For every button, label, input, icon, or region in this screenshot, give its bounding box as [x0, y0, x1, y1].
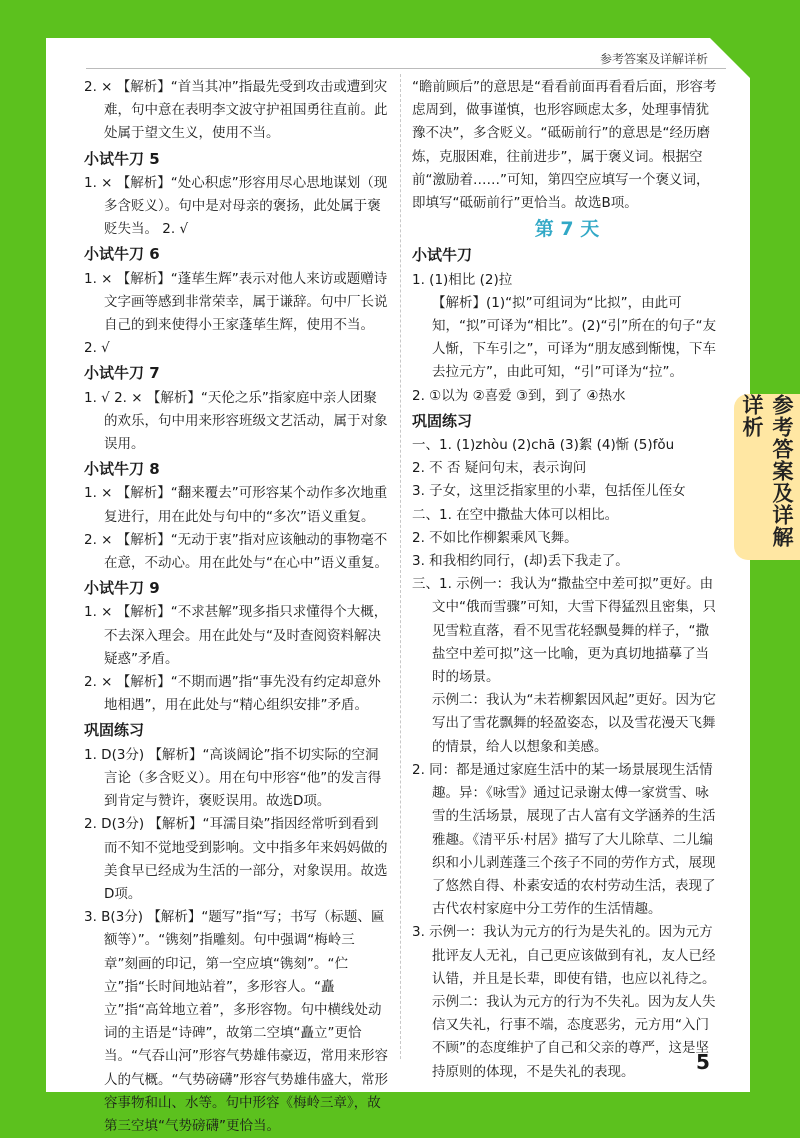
page-header: 参考答案及详解详析: [600, 52, 709, 66]
left-column: [84, 76, 388, 1138]
answer-paragraph: 一、1. (1)zhòu (2)chā (3)絮 (4)惭 (5)fǒu: [412, 437, 675, 454]
answer-paragraph: 示例二：我认为元方的行为不失礼。因为友人失信又失礼，行事不端，态度恶劣，元方用“入门不顾”的态度维护了自己和父亲的尊严，这是坚持原则的体现，不是失礼的表现。: [432, 993, 716, 1080]
answer-paragraph: 2. ①以为 ②喜爱 ③到，到了 ④热水: [412, 387, 626, 404]
answer-paragraph: 2. 不如比作柳絮乘风飞舞。: [412, 529, 578, 546]
answer-paragraph: 示例二：我认为“未若柳絮因风起”更好。因为它写出了雪花飘舞的轻盈姿态，以及雪花漫天飞舞的情景，给人以想象和美感。: [432, 692, 716, 755]
right-column: [412, 76, 722, 1084]
answer-paragraph: 3. B(3分) 【解析】“题写”指“写；书写（标题、匾额等）”。“镌刻”指雕刻。句中强调“梅岭三章”刻画的印记，第一空应填“镌刻”。“伫立”指“长时间地站着”，多形容人。“矗立”指“高耸地立着”，多形容物。句中横线处动词的主语是“诗碑”，故第二空填“矗立”更恰当。“气吞山河”形容气势雄伟豪迈，常用来形容人的气概。“气势磅礴”形容气势雄伟盛大，常形容事物和山、水等。句中形容《梅岭三章》，故第三空填“气势磅礴”更恰当。: [84, 909, 388, 1134]
day-title: 第 7 天: [534, 218, 600, 241]
header-rule: [86, 68, 726, 69]
section-heading: 小试牛刀 8: [84, 460, 160, 479]
answer-paragraph: 2. √: [84, 340, 110, 357]
answer-paragraph: 1. × 【解析】“处心积虑”形容用尽心思地谋划（现多含贬义）。句中是对母亲的褒扬，此处属于褒贬失当。 2. √: [84, 174, 388, 238]
page-number: 5: [696, 1050, 710, 1074]
answer-paragraph: 3. 子女，这里泛指家里的小辈，包括侄儿侄女: [412, 483, 686, 500]
section-heading: 小试牛刀 6: [84, 245, 160, 264]
section-heading: 小试牛刀: [412, 246, 473, 265]
answer-paragraph: 2. × 【解析】“无动于衷”指对应该触动的事物毫不在意，不动心。用在此处与“在心中”语义重复。: [84, 531, 388, 572]
answer-paragraph: 1. × 【解析】“翻来覆去”可形容某个动作多次地重复进行，用在此处与句中的“多次”语义重复。: [84, 485, 388, 525]
answer-paragraph: 3. 示例一：我认为元方的行为是失礼的。因为元方批评友人无礼，自己更应该做到有礼，友人已经认错，并且是长辈，即使有错，也应以礼待之。: [412, 924, 716, 987]
side-tab-label: 参考答案及详解详析: [740, 394, 794, 548]
section-heading: 巩固练习: [84, 721, 145, 740]
answer-paragraph: 3. 和我相约同行，(却)丢下我走了。: [412, 553, 629, 570]
answer-paragraph: 2. 不 否 疑问句末，表示询问: [412, 460, 587, 477]
section-heading: 小试牛刀 9: [84, 579, 160, 598]
page-corner-fold: [710, 38, 750, 78]
answer-paragraph: 2. D(3分) 【解析】“耳濡目染”指因经常听到看到而不知不觉地受到影响。文中指多年来妈妈做的美食早已经成为生活的一部分，对象误用。故选D项。: [84, 816, 388, 902]
answer-paragraph: 1. × 【解析】“蓬荜生辉”表示对他人来访或题赠诗文字画等感到非常荣幸，属于谦辞。句中厂长说自己的到来使得小王家蓬荜生辉，使用不当。: [84, 270, 388, 334]
answer-paragraph: 二、1. 在空中撒盐大体可以相比。: [412, 506, 619, 523]
section-heading: 巩固练习: [412, 411, 473, 430]
answer-paragraph: 1. (1)相比 (2)拉: [412, 271, 513, 288]
section-heading: 小试牛刀 5: [84, 149, 160, 168]
answer-paragraph: “瞻前顾后”的意思是“看看前面再看看后面，形容考虑周到，做事谨慎，也形容顾虑太多，处理事情犹豫不决”，多含贬义。“砥砺前行”的意思是“经历磨炼，克服困难，往前进步”，属于褒义词。根据空前“激励着……”可知，第四空应填写一个褒义词，即填写“砥砺前行”更恰当。故选B项。: [412, 79, 717, 212]
answer-paragraph: 【解析】(1)“拟”可组词为“比拟”，由此可知，“拟”可译为“相比”。(2)“引”所在的句子“友人惭，下车引之”，可译为“朋友感到惭愧，下车去拉元方”，由此可知，“引”可译为“拉”。: [432, 294, 717, 381]
answer-paragraph: 2. 同：都是通过家庭生活中的某一场景展现生活情趣。异：《咏雪》通过记录谢太傅一家赏雪、咏雪的生活场景，展现了古人富有文学涵养的生活雅趣。《清平乐·村居》描写了大儿除草、二儿编织和小儿剥莲蓬三个孩子不同的劳作方式，展现了悠然自得、朴素安适的农村劳动生活，表现了古代农村家庭中分工劳作的生活情趣。: [412, 761, 716, 918]
answer-paragraph: 1. × 【解析】“不求甚解”现多指只求懂得个大概，不去深入理会。用在此处与“及时查阅资料解决疑惑”矛盾。: [84, 604, 388, 667]
answer-paragraph: 2. × 【解析】“不期而遇”指“事先没有约定却意外地相遇”，用在此处与“精心组织安排”矛盾。: [84, 674, 381, 714]
answer-paragraph: 三、1. 示例一：我认为“撒盐空中差可拟”更好。由文中“俄而雪骤”可知，大雪下得猛烈且密集，只见雪粒直落，看不见雪花轻飘曼舞的样子，“撒盐空中差可拟”这一比喻，更为真切地描摹了当时的场景。: [412, 576, 716, 686]
column-divider: [400, 74, 401, 1059]
answer-paragraph: 1. D(3分) 【解析】“高谈阔论”指不切实际的空洞言论（多含贬义）。用在句中形容“他”的发言得到肯定与赞许，褒贬误用。故选D项。: [84, 746, 382, 810]
section-heading: 小试牛刀 7: [84, 364, 160, 383]
answer-paragraph: 2. × 【解析】“首当其冲”指最先受到攻击或遭到灾难，句中意在表明李文波守护祖国勇往直前。此处属于望文生义，使用不当。: [84, 79, 388, 142]
answer-paragraph: 1. √ 2. × 【解析】“天伦之乐”指家庭中亲人团聚的欢乐，句中用来形容班级文艺活动，属于对象误用。: [84, 389, 388, 453]
side-tab[interactable]: [734, 394, 800, 560]
